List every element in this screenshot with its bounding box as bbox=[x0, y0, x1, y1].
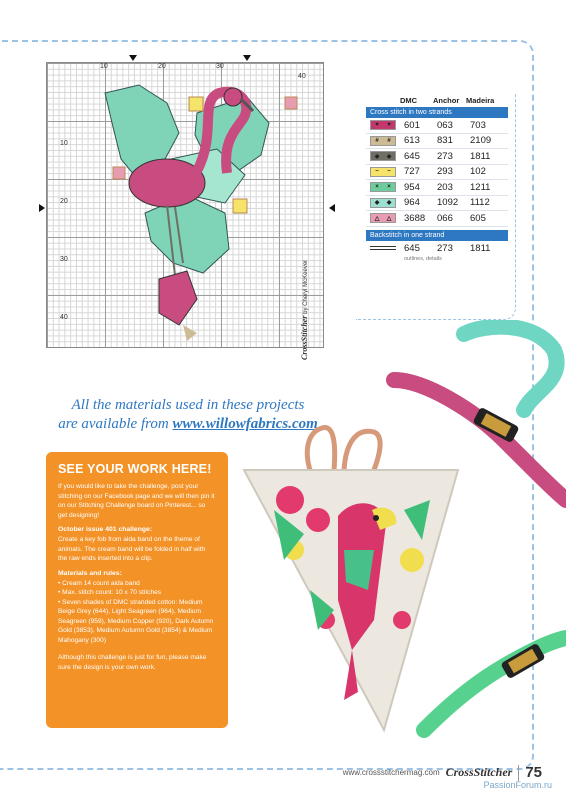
materials-line1: All the materials used in these projects bbox=[71, 397, 305, 413]
rule-item: • Max. stitch count: 10 x 70 stitches bbox=[58, 588, 216, 598]
key-cell-dmc: 601 bbox=[404, 119, 420, 131]
key-row bbox=[366, 211, 508, 227]
key-cell-dmc: 645 bbox=[404, 242, 420, 254]
key-cell-madeira: 703 bbox=[470, 119, 486, 131]
rules-title: Materials and rules: bbox=[58, 569, 122, 577]
key-cell-madeira: 1811 bbox=[470, 150, 491, 162]
key-cell-dmc: 3688 bbox=[404, 212, 426, 224]
key-cell-anchor: 273 bbox=[437, 150, 453, 162]
challenge-intro: If you would like to take the challenge, post your stitching on our Facebook page and we will then pin it on our Stitching Challenge board on Pinterest... so get designing! bbox=[58, 483, 215, 519]
key-symbol-cell: ~ bbox=[371, 168, 383, 176]
key-cell-madeira: 605 bbox=[470, 212, 486, 224]
key-symbol-cell: △ bbox=[371, 214, 383, 222]
key-cell-anchor: 293 bbox=[437, 166, 453, 178]
key-cell-madeira: 102 bbox=[470, 166, 486, 178]
key-cell-madeira: 1112 bbox=[470, 197, 490, 209]
page-number: 75 bbox=[525, 764, 542, 781]
key-symbol-cell: ◆ bbox=[383, 199, 395, 207]
key-cell-madeira: 2109 bbox=[470, 135, 492, 147]
cross-stitch-chart bbox=[46, 62, 324, 348]
footer-url[interactable]: www.crossstitchermag.com bbox=[342, 768, 440, 777]
key-cell-dmc: 964 bbox=[404, 197, 420, 209]
issue-text: Create a key fob from aida band on the theme of animals. The cream band will be folded in half with the raw ends inserted into a clip. bbox=[58, 536, 206, 562]
tick-top-10: 10 bbox=[100, 63, 108, 70]
key-row bbox=[366, 180, 508, 196]
challenge-outro: Although this challenge is just for fun, please make sure the design is your own work. bbox=[58, 654, 207, 671]
key-symbol-cell: ♥ bbox=[371, 121, 383, 129]
key-row bbox=[366, 196, 508, 212]
tick-top-40: 40 bbox=[298, 73, 306, 80]
thread-key bbox=[366, 96, 508, 262]
key-row-backstitch bbox=[366, 241, 508, 257]
page-footer bbox=[343, 764, 542, 781]
challenge-box bbox=[46, 452, 228, 728]
footer-brand: CrossStitcher bbox=[445, 765, 513, 779]
center-arrow-right bbox=[329, 204, 335, 212]
center-arrow-top-left bbox=[129, 55, 137, 61]
tick-left-20: 20 bbox=[60, 198, 68, 205]
key-symbol-swatch bbox=[370, 213, 396, 223]
willow-fabrics-link[interactable]: www.willowfabrics.com bbox=[172, 416, 318, 432]
key-row bbox=[366, 149, 508, 165]
key-header-madeira: Madeira bbox=[466, 96, 495, 105]
key-symbol-swatch bbox=[370, 136, 396, 146]
key-symbol-cell: × bbox=[371, 183, 383, 191]
flamingo-motif bbox=[47, 63, 325, 349]
backstitch-note: outlines, details bbox=[404, 256, 442, 262]
key-cell-anchor: 1092 bbox=[437, 197, 459, 209]
designer-brand: CrossStitcher bbox=[300, 315, 309, 360]
key-symbol-cell: △ bbox=[383, 214, 395, 222]
key-symbol-cell: ◆ bbox=[383, 152, 395, 160]
key-symbol-cell: ◆ bbox=[371, 199, 383, 207]
rule-item: • Seven shades of DMC stranded cotton: Medium Beige Grey (644), Light Seagreen (964), Medium Seagreen (959), Medium Copper (920), Dark Autumn Gold (3853), Medium Autumn Gold (3854) & Medium Mahogany (300) bbox=[58, 598, 216, 646]
key-section-back: Backstitch in one strand bbox=[366, 230, 508, 241]
center-arrow-top-right bbox=[243, 55, 251, 61]
key-symbol-swatch bbox=[370, 182, 396, 192]
footer-separator bbox=[518, 765, 519, 781]
key-symbol-swatch bbox=[370, 198, 396, 208]
key-symbol-swatch bbox=[370, 167, 396, 177]
key-row bbox=[366, 134, 508, 150]
key-symbol-cell: ♥ bbox=[383, 121, 395, 129]
key-symbol-cell: # bbox=[371, 137, 383, 145]
key-cell-dmc: 613 bbox=[404, 135, 420, 147]
key-cell-anchor: 831 bbox=[437, 135, 453, 147]
key-symbol-cell: × bbox=[383, 183, 395, 191]
key-cell-anchor: 063 bbox=[437, 119, 453, 131]
tick-left-10: 10 bbox=[60, 140, 68, 147]
center-arrow-left bbox=[39, 204, 45, 212]
key-section-cross: Cross stitch in two strands bbox=[366, 107, 508, 118]
tick-top-30: 30 bbox=[216, 63, 224, 70]
tick-left-40: 40 bbox=[60, 314, 68, 321]
key-symbol-cell: # bbox=[383, 137, 395, 145]
key-header-anchor: Anchor bbox=[433, 96, 460, 105]
clip-ring-right bbox=[344, 431, 380, 470]
key-symbol-cell: ~ bbox=[383, 168, 395, 176]
parrot-fob-photo bbox=[234, 320, 566, 750]
key-header-dmc: DMC bbox=[400, 96, 418, 105]
issue-title: October issue 401 challenge: bbox=[58, 526, 153, 533]
rules-list bbox=[58, 579, 216, 646]
tick-left-30: 30 bbox=[60, 256, 68, 263]
key-cell-anchor: 066 bbox=[437, 212, 453, 224]
key-cell-anchor: 203 bbox=[437, 181, 453, 193]
teal-thread bbox=[464, 327, 557, 410]
materials-prefix: are available from bbox=[58, 416, 169, 432]
key-cell-dmc: 727 bbox=[404, 166, 420, 178]
key-cell-dmc: 645 bbox=[404, 150, 420, 162]
green-thread bbox=[424, 638, 566, 730]
key-rows bbox=[366, 118, 508, 227]
key-cell-madeira: 1211 bbox=[470, 181, 491, 193]
key-cell-dmc: 954 bbox=[404, 181, 420, 193]
key-header bbox=[366, 96, 508, 105]
challenge-title: SEE YOUR WORK HERE! bbox=[58, 462, 212, 476]
key-symbol-swatch bbox=[370, 120, 396, 130]
key-cell-anchor: 273 bbox=[437, 242, 453, 254]
key-cell-madeira: 1811 bbox=[470, 242, 491, 254]
key-symbol-cell: ◆ bbox=[371, 152, 383, 160]
key-row bbox=[366, 165, 508, 181]
watermark: PassionForum.ru bbox=[483, 780, 552, 790]
backstitch-swatch bbox=[370, 246, 396, 250]
key-row bbox=[366, 118, 508, 134]
clip-ring-left bbox=[307, 427, 334, 470]
key-symbol-swatch bbox=[370, 151, 396, 161]
tick-top-20: 20 bbox=[158, 63, 166, 70]
rule-item: • Cream 14 count aida band bbox=[58, 579, 216, 589]
designer-name: by Cheryl McKeever bbox=[303, 259, 309, 314]
